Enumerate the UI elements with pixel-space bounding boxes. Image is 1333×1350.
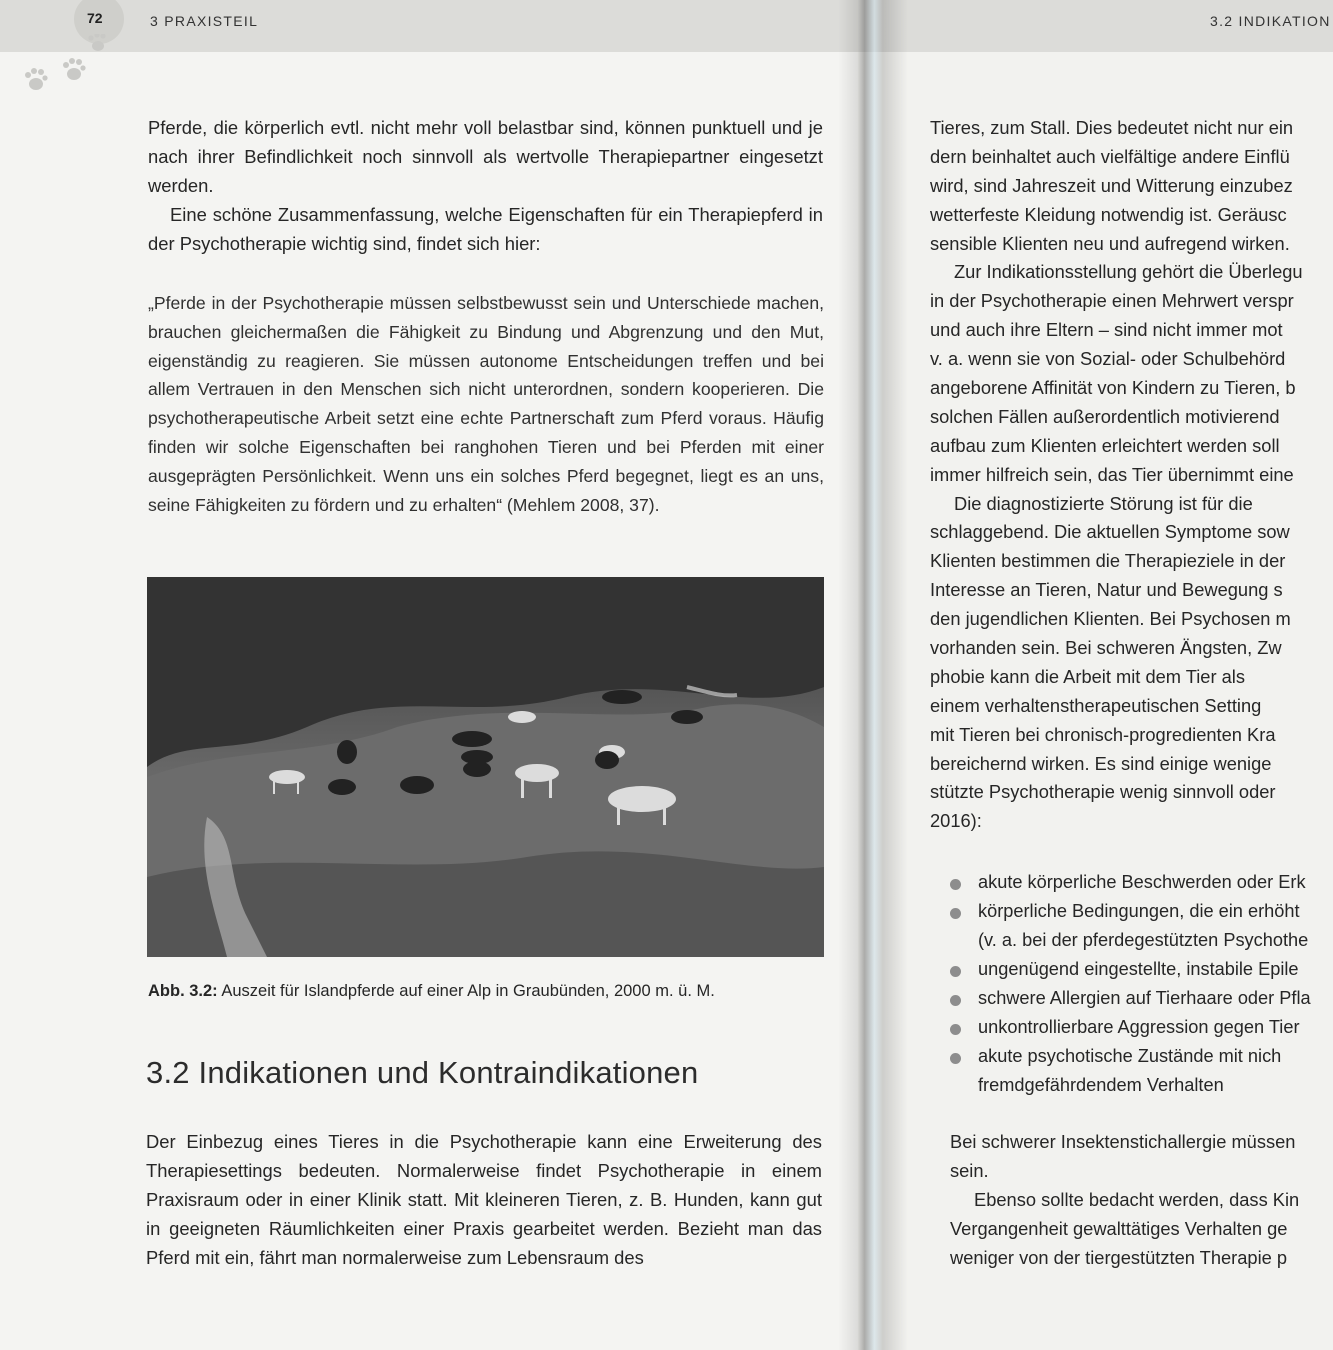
text-line: phobie kann die Arbeit mit dem Tier als <box>930 665 1246 687</box>
text-line: sensible Klienten neu und aufregend wirken. <box>930 232 1290 254</box>
text-line: Tieres, zum Stall. Dies bedeutet nicht nur ein <box>930 117 1294 138</box>
figure-caption <box>148 982 715 1001</box>
section-body <box>146 1128 822 1273</box>
section-heading: 3.2 Indikationen und Kontraindikationen <box>146 1055 699 1090</box>
text-line: Bei schwerer Insektenstichallergie müssen <box>950 1131 1296 1152</box>
text-line: wird, sind Jahreszeit und Witterung einzubez <box>930 174 1293 196</box>
list-item <box>948 868 1311 897</box>
text-line: Ebenso sollte bedacht werden, dass Kin <box>974 1189 1300 1210</box>
list-item-text: akute psychotische Zustände mit nich <box>978 1046 1282 1066</box>
block-quote <box>148 289 824 519</box>
quote-text: „Pferde in der Psychotherapie müssen selbstbewusst sein und Unterschiede machen, brauchen gleichermaßen die Fähigkeit zu Bindung und Abgrenzung und den Mut, eigenständig zu reagieren. Sie müssen autonome Entscheidungen treffen und bei allem Vertrauen in den Menschen sich nicht unterordnen, sondern kooperieren. Die psychotherapeutische Arbeit setzt eine echte Partnerschaft zum Pferd voraus. Häufig finden wir solche Eigenschaften bei ranghohen Tieren und bei Pferden mit einer ausgeprägten Persönlichkeit. Wenn uns ein solches Pferd begegnet, liegt es an uns, seine Fähigkeiten zu fördern und zu erhalten“ (Mehlem 2008, 37). <box>148 293 824 515</box>
text-line: Vergangenheit gewalttätiges Verhalten ge <box>950 1218 1288 1239</box>
text-line: vorhanden sein. Bei schweren Ängsten, Zw <box>930 637 1282 659</box>
text-line: Die diagnostizierte Störung ist für die <box>954 492 1253 514</box>
text-line: Zur Indikationsstellung gehört die Überlegu <box>954 261 1303 283</box>
list-item <box>948 984 1311 1013</box>
bullet-icon <box>950 879 961 890</box>
text-line: dern beinhaltet auch vielfältige andere Einflü <box>930 145 1290 167</box>
horses-photo <box>147 577 824 957</box>
intro-paragraph <box>148 114 823 259</box>
text-line: aufbau zum Klienten erleichtert werden soll <box>930 434 1280 456</box>
list-item <box>948 1013 1311 1042</box>
bullet-icon <box>950 966 961 977</box>
text-line: solchen Fällen außerordentlich motivierend <box>930 405 1280 427</box>
book-gutter <box>838 0 908 1350</box>
right-bottom-text <box>950 1127 1299 1272</box>
bullet-icon <box>950 995 961 1006</box>
list-item <box>948 897 1311 926</box>
list-item-text: fremdgefährdendem Verhalten <box>978 1075 1224 1095</box>
text-line: Interesse an Tieren, Natur und Bewegung s <box>930 579 1283 601</box>
list-item-text: schwere Allergien auf Tierhaare oder Pfla <box>978 988 1311 1008</box>
text-line: sein. <box>950 1160 989 1181</box>
text-line: den jugendlichen Klienten. Bei Psychosen m <box>930 608 1291 630</box>
text-line: angeborene Affinität von Kindern zu Tieren, b <box>930 377 1296 399</box>
bullet-icon <box>950 908 961 919</box>
text-line: immer hilfreich sein, das Tier übernimmt eine <box>930 463 1294 485</box>
text-line: wetterfeste Kleidung notwendig ist. Geräusc <box>930 203 1287 225</box>
text-line: weniger von der tiergestützten Therapie p <box>950 1247 1288 1268</box>
paragraph-1: Pferde, die körperlich evtl. nicht mehr voll belastbar sind, können punktuell und je nach ihrer Befindlichkeit noch sinnvoll als wertvolle Therapiepartner eingesetzt werden. <box>148 117 823 196</box>
paragraph-2: Eine schöne Zusammenfassung, welche Eigenschaften für ein Therapiepferd in der Psychotherapie wichtig sind, findet sich hier: <box>148 203 823 254</box>
section-paragraph: Der Einbezug eines Tieres in die Psychotherapie kann eine Erweiterung des Therapiesettings bedeuten. Normalerweise findet Psychotherapie in einem Praxisraum oder in einer Klinik statt. Mit kleineren Tieren, z. B. Hunden, kann gut in geeigneten Räumlichkeiten einer Praxis gearbeitet werden. Bezieht man das Pferd mit ein, fährt man normalerweise zum Lebensraum des <box>146 1131 822 1268</box>
text-line: einem verhaltenstherapeutischen Setting <box>930 694 1262 716</box>
list-item-continuation <box>948 926 1311 955</box>
bullet-icon <box>950 1053 961 1064</box>
caption-text: Auszeit für Islandpferde auf einer Alp in Graubünden, 2000 m. ü. M. <box>217 982 715 1000</box>
list-item <box>948 1042 1311 1071</box>
caption-label: Abb. 3.2: <box>148 982 218 1000</box>
running-head-right: 3.2 INDIKATION <box>1210 13 1331 29</box>
list-item-text: unkontrollierbare Aggression gegen Tier <box>978 1017 1300 1037</box>
page-number: 72 <box>87 10 103 26</box>
right-body-text <box>930 114 1333 836</box>
running-head-left: 3 PRAXISTEIL <box>150 13 259 29</box>
text-line: in der Psychotherapie einen Mehrwert verspr <box>930 290 1294 312</box>
paw-prints-icon <box>18 34 118 104</box>
bullet-icon <box>950 1024 961 1035</box>
list-item-text: körperliche Bedingungen, die ein erhöht <box>978 901 1300 921</box>
list-item-text: ungenügend eingestellte, instabile Epile <box>978 959 1299 979</box>
header-band <box>0 0 858 52</box>
text-line: schlaggebend. Die aktuellen Symptome sow <box>930 521 1290 543</box>
text-line: Klienten bestimmen die Therapieziele in der <box>930 550 1286 572</box>
list-item-text: akute körperliche Beschwerden oder Erk <box>978 872 1306 892</box>
text-line: v. a. wenn sie von Sozial- oder Schulbehörd <box>930 348 1286 370</box>
list-item-continuation <box>948 1071 1311 1100</box>
text-line: bereichernd wirken. Es sind einige wenige <box>930 752 1272 774</box>
text-line: 2016): <box>930 810 982 832</box>
list-item-text: (v. a. bei der pferdegestützten Psychothe <box>978 930 1309 950</box>
contraindication-list <box>948 868 1311 1100</box>
text-line: und auch ihre Eltern – sind nicht immer mot <box>930 319 1283 341</box>
list-item <box>948 955 1311 984</box>
text-line: mit Tieren bei chronisch-progredienten Kra <box>930 723 1276 745</box>
text-line: stützte Psychotherapie wenig sinnvoll oder <box>930 781 1276 803</box>
